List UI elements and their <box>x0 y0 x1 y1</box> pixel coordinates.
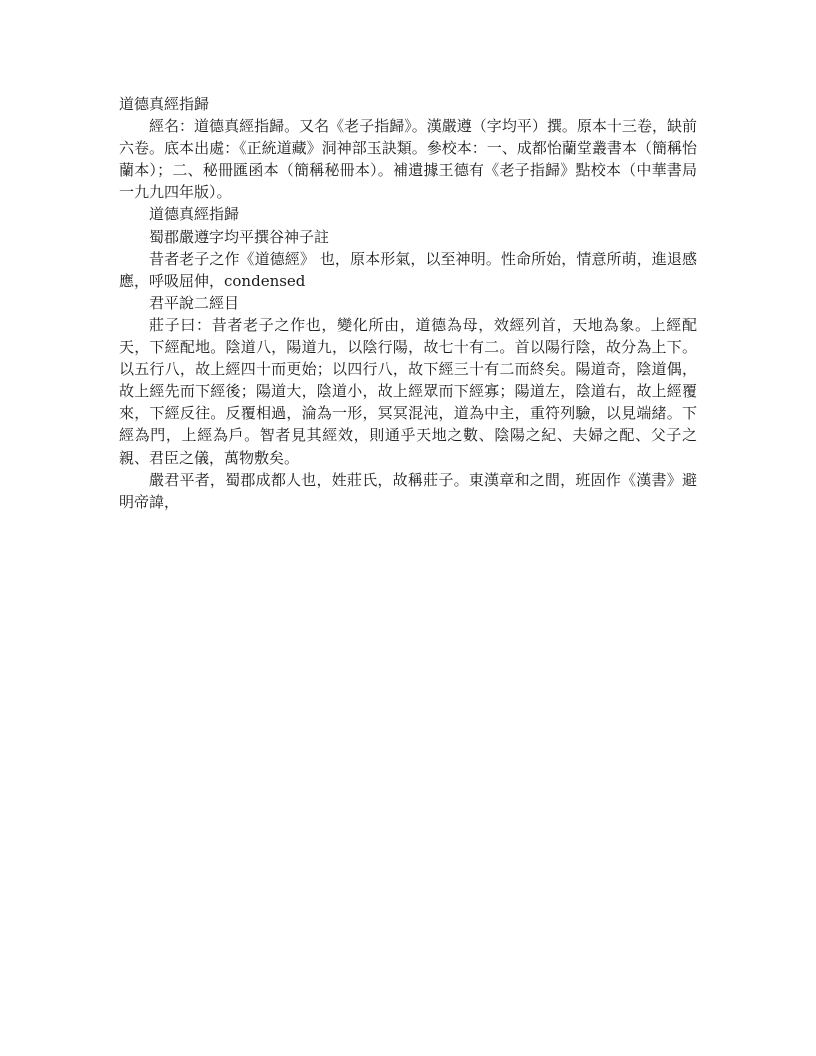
body-paragraph: 嚴君平者，蜀郡成都人也，姓莊氏，故稱莊子。東漢章和之間，班固作《漢書》避明帝諱， <box>119 470 697 511</box>
book-title: 道德真經指歸 <box>149 205 240 224</box>
author-line: 蜀郡嚴遵字均平撰谷神子註 <box>149 227 330 246</box>
body-paragraph: 莊子曰：昔者老子之作也，變化所由，道德為母，效經列首，天地為象。上經配天，下經配地。陰道八，陽道九，以陰行陽，故七十有二。首以陽行陰，故分為上下。以五行八，故上經四十而更始；以四行八，故下經三十有二而終矣。陽道奇，陰道偶，故上經先而下經後；陽道大，陰道小，故上經眾而下經寡；陽道左，陰道右，故上經覆來，下經反往。反覆相過，淪為一形，冥冥混沌，道為中主，重符列驗，以見端緒。下經為門，上經為戶。智者見其經效，則通乎天地之數、陰陽之紀、夫婦之配、父子之親、君臣之儀，萬物敷矣。 <box>119 315 697 467</box>
section-heading: 君平說二經目 <box>149 293 240 312</box>
preface-paragraph: 昔者老子之作《道德經》 也，原本形氣，以至神明。性命所始，情意所萌，進退感應，呼吸屈伸，condensed <box>119 249 697 290</box>
document-title: 道德真經指歸 <box>119 95 210 113</box>
document-page <box>119 93 697 513</box>
bibliographic-note: 經名：道德真經指歸。又名《老子指歸》。漢嚴遵（字均平）撰。原本十三卷，缺前六卷。底本出處：《正統道藏》洞神部玉訣類。參校本：一、成都怡蘭堂叢書本（簡稱怡蘭本）；二、秘冊匯函本（簡稱秘冊本）。補遺據王德有《老子指歸》點校本（中華書局一九九四年版）。 <box>119 117 697 202</box>
